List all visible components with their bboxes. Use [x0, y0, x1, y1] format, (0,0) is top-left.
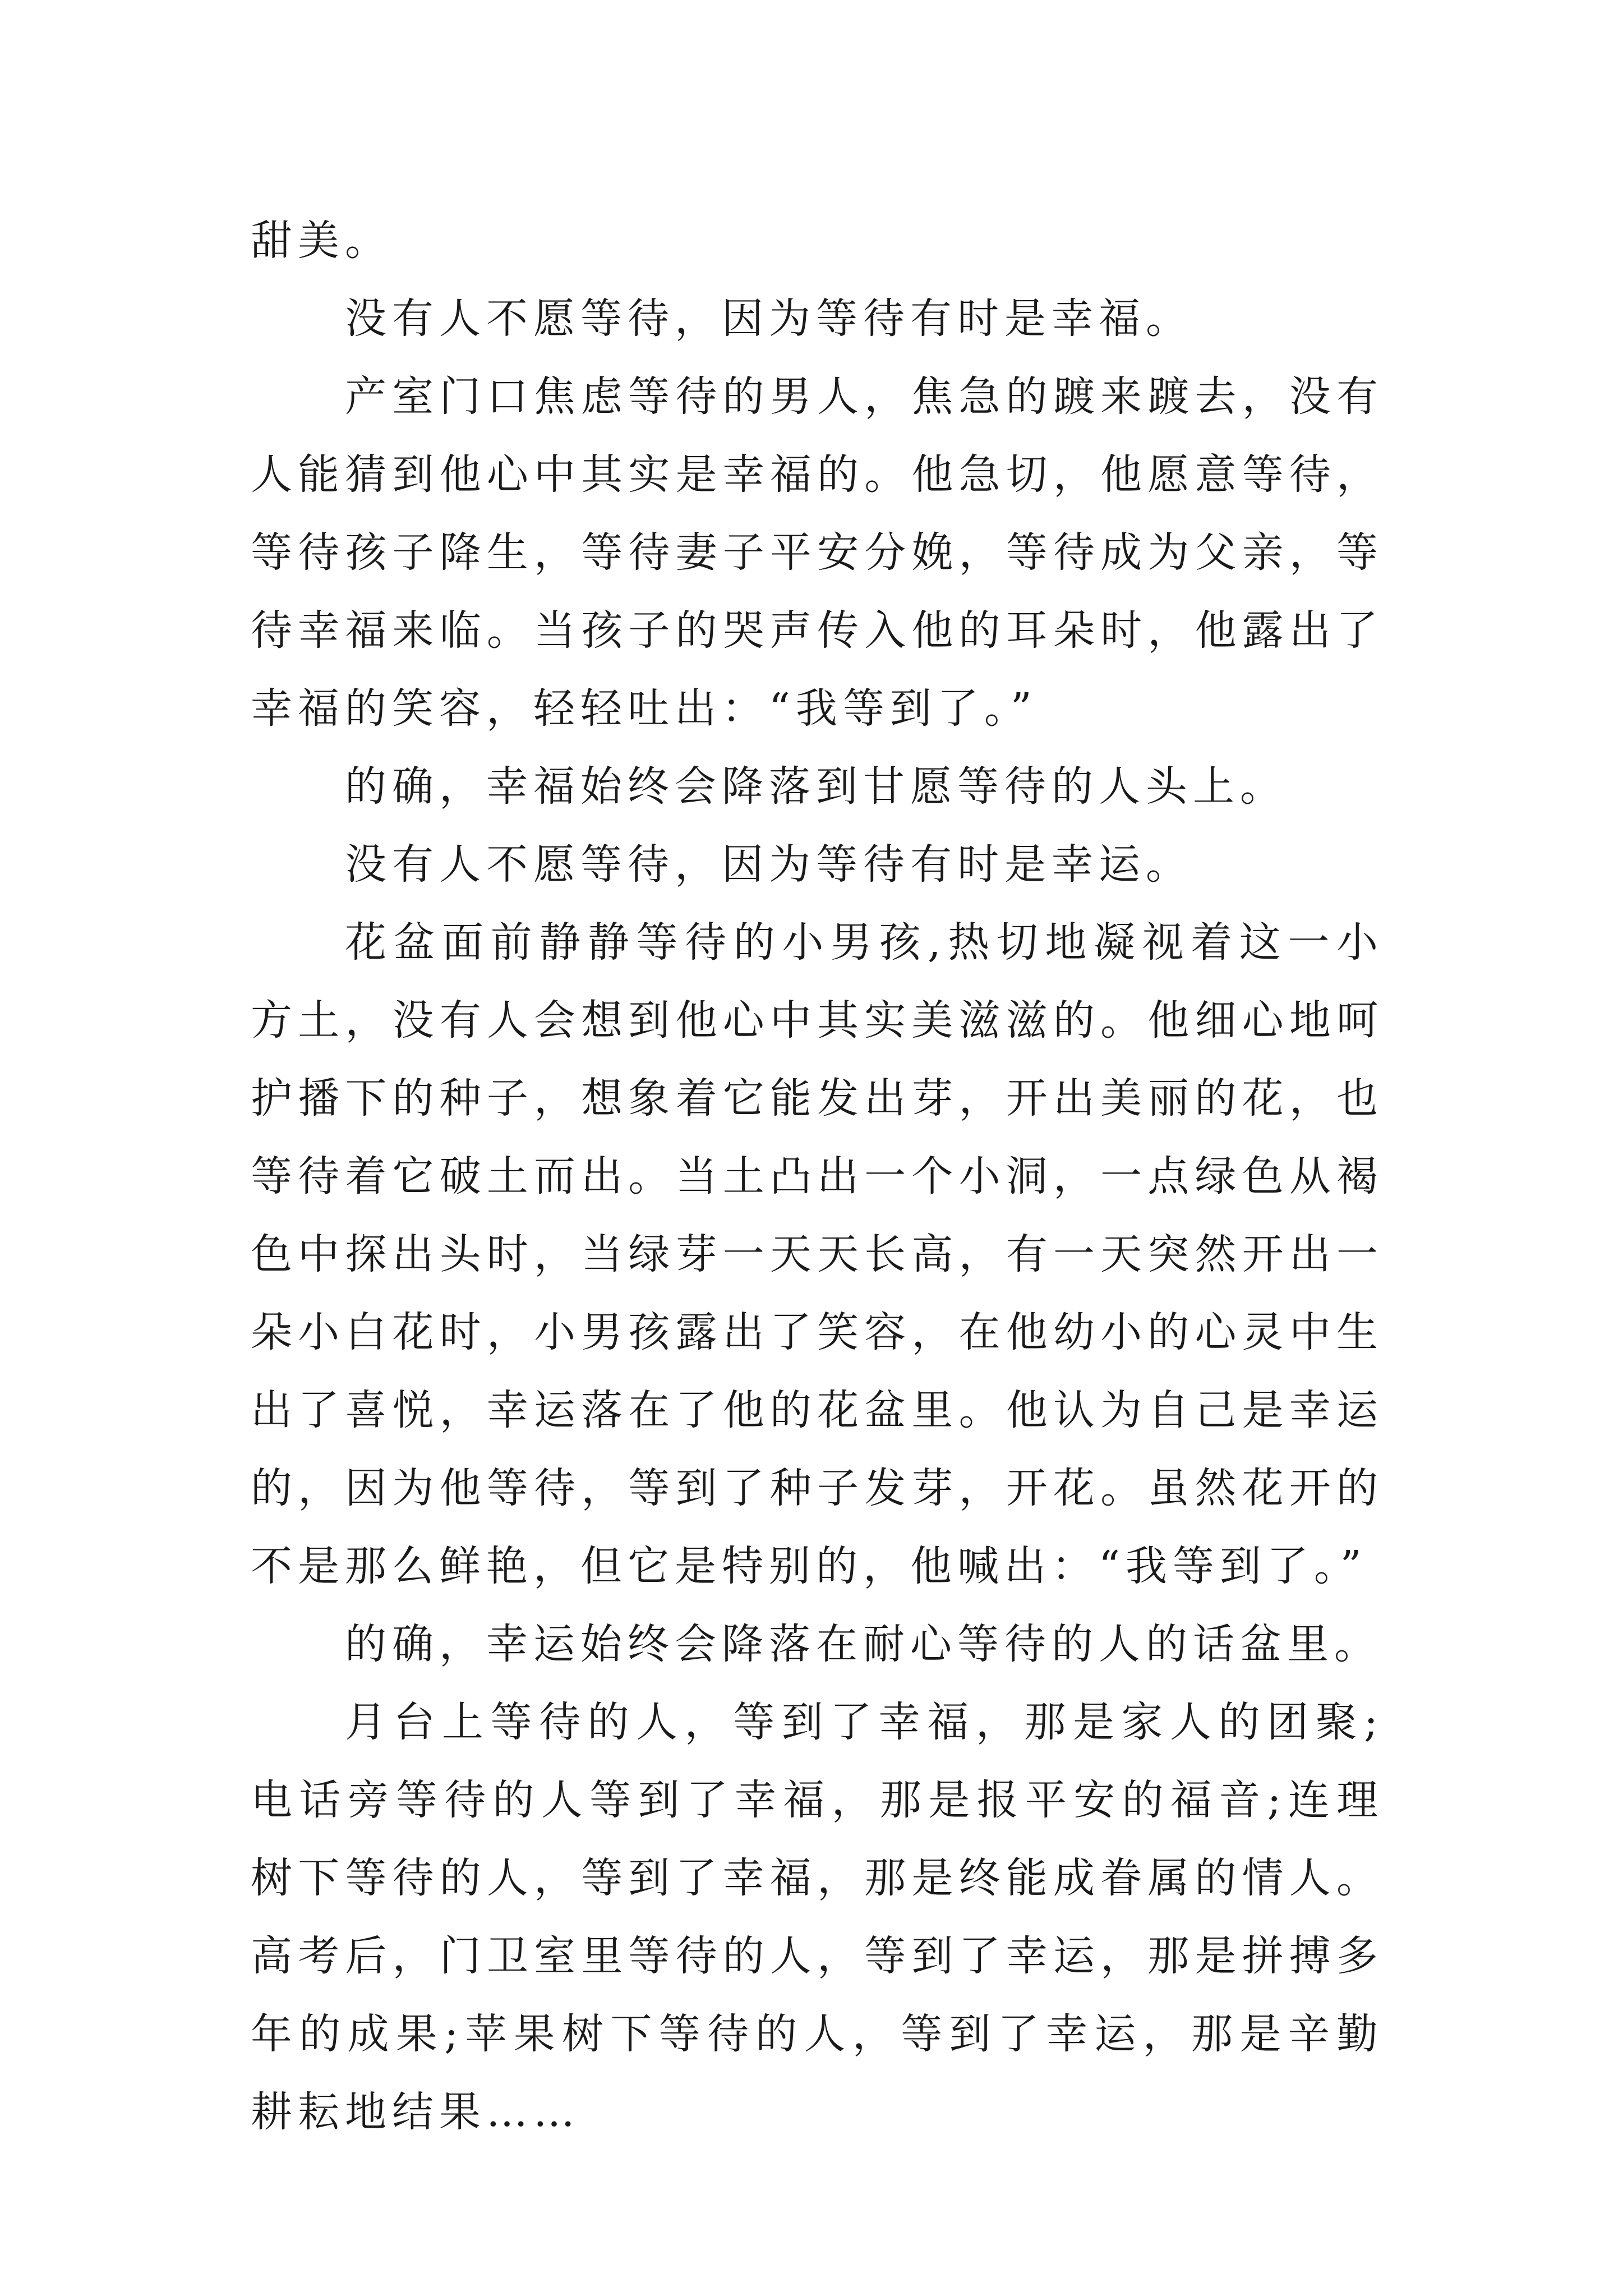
- paragraph-1: 甜美。: [251, 217, 392, 265]
- paragraph-8: 月台上等待的人，等到了幸福，那是家人的团聚;电话旁等待的人等到了幸福，那是报平安的福音;连理树下等待的人，等到了幸福，那是终能成眷属的情人。高考后，门卫室里等待的人，等到了幸运，那是拼搏多年的成果;苹果树下等待的人，等到了幸运，那是辛勤耕耘地结果……: [251, 1698, 1384, 2136]
- essay-body: [251, 202, 1384, 2151]
- paragraph-5: 没有人不愿等待，因为等待有时是幸运。: [345, 840, 1193, 889]
- paragraph-2: 没有人不愿等待，因为等待有时是幸福。: [345, 295, 1193, 343]
- paragraph-3: 产室门口焦虑等待的男人，焦急的踱来踱去，没有人能猜到他心中其实是幸福的。他急切，他愿意等待，等待孩子降生，等待妻子平安分娩，等待成为父亲，等待幸福来临。当孩子的哭声传入他的耳朵时，他露出了幸福的笑容，轻轻吐出：“我等到了。”: [251, 372, 1384, 733]
- paragraph-6: 花盆面前静静等待的小男孩,热切地凝视着这一小方土，没有人会想到他心中其实美滋滋的。他细心地呵护播下的种子，想象着它能发出芽，开出美丽的花，也等待着它破土而出。当土凸出一个小洞，一点绿色从褐色中探出头时，当绿芽一天天长高，有一天突然开出一朵小白花时，小男孩露出了笑容，在他幼小的心灵中生出了喜悦，幸运落在了他的花盆里。他认为自己是幸运的，因为他等待，等到了种子发芽，开花。虽然花开的不是那么鲜艳，但它是特别的，他喊出：“我等到了。”: [251, 918, 1384, 1590]
- paragraph-7: 的确，幸运始终会降落在耐心等待的人的话盆里。: [345, 1620, 1381, 1668]
- paragraph-4: 的确，幸福始终会降落到甘愿等待的人头上。: [345, 762, 1287, 811]
